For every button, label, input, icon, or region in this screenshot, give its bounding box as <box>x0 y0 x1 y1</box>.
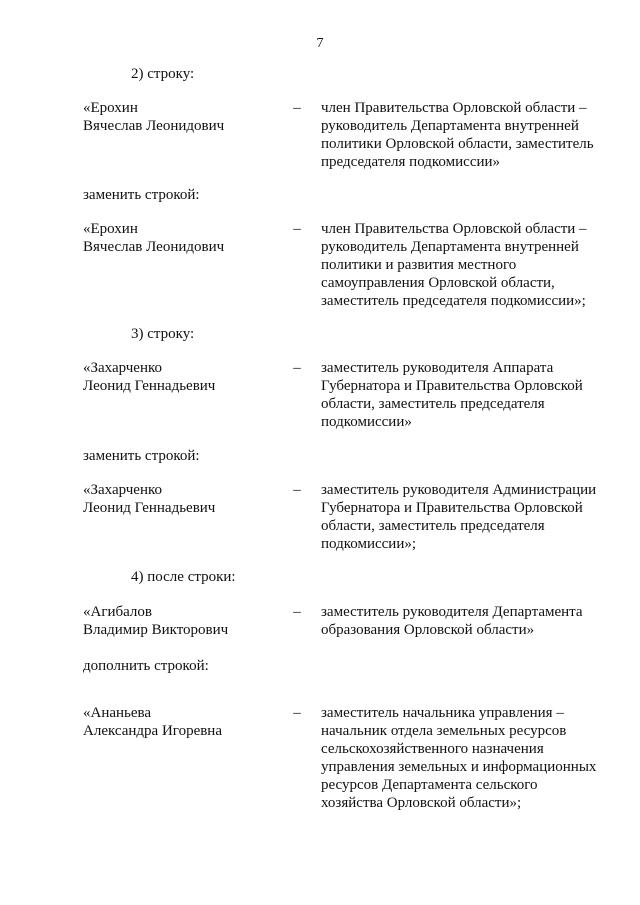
entry-5-name <box>83 603 293 639</box>
entry-5-desc-line: образования Орловской области» <box>321 622 535 638</box>
entry-5-dash: – <box>293 604 301 620</box>
entry-5-name-line: Владимир Викторович <box>83 622 229 638</box>
entry-6-desc-line: ресурсов Департамента сельского <box>321 777 538 793</box>
entry-1-name-line: Вячеслав Леонидович <box>83 118 225 134</box>
entry-6-name-line: «Ананьева <box>83 705 152 721</box>
entry-2-desc-line: заместитель председателя подкомиссии»; <box>321 293 586 309</box>
item-2-heading: 2) строку: <box>131 66 195 82</box>
entry-4-name-line: Леонид Геннадьевич <box>83 500 216 516</box>
entry-1-desc-line: член Правительства Орловской области – <box>321 100 587 116</box>
entry-3-desc-line: заместитель руководителя Аппарата <box>321 360 554 376</box>
entry-4-name-line: «Захарченко <box>83 482 163 498</box>
entry-1-desc-line: руководитель Департамента внутренней <box>321 118 579 134</box>
entry-1-name-line: «Ерохин <box>83 100 138 116</box>
entry-2-desc-line: политики и развития местного <box>321 257 517 273</box>
entry-1-description <box>321 99 611 171</box>
entry-3-name-line: Леонид Геннадьевич <box>83 378 216 394</box>
entry-5-desc-line: заместитель руководителя Департамента <box>321 604 583 620</box>
entry-2-name-line: Вячеслав Леонидович <box>83 239 225 255</box>
entry-5-description <box>321 603 611 639</box>
entry-6-name-line: Александра Игоревна <box>83 723 222 739</box>
entry-3-name-line: «Захарченко <box>83 360 163 376</box>
entry-6-desc-line: начальник отдела земельных ресурсов <box>321 723 567 739</box>
entry-3-desc-line: подкомиссии» <box>321 414 412 430</box>
entry-6-desc-line: хозяйства Орловской области»; <box>321 795 522 811</box>
entry-1-dash: – <box>293 100 301 116</box>
entry-3-desc-line: Губернатора и Правительства Орловской <box>321 378 583 394</box>
replace-connector-2: заменить строкой: <box>83 448 200 464</box>
entry-3-dash: – <box>293 360 301 376</box>
supplement-connector: дополнить строкой: <box>83 658 209 674</box>
entry-6-desc-line: заместитель начальника управления – <box>321 705 564 721</box>
entry-5-name-line: «Агибалов <box>83 604 153 620</box>
entry-6-desc-line: сельскохозяйственного назначения <box>321 741 544 757</box>
entry-6-dash: – <box>293 705 301 721</box>
page-number: 7 <box>316 36 324 51</box>
entry-4-desc-line: области, заместитель председателя <box>321 518 545 534</box>
entry-4-dash: – <box>293 482 301 498</box>
entry-2-description <box>321 220 611 310</box>
entry-3-desc-line: области, заместитель председателя <box>321 396 545 412</box>
entry-6-name <box>83 704 293 740</box>
entry-2-name-line: «Ерохин <box>83 221 138 237</box>
entry-1-desc-line: политики Орловской области, заместитель <box>321 136 594 152</box>
entry-4-desc-line: Губернатора и Правительства Орловской <box>321 500 583 516</box>
replace-connector-1: заменить строкой: <box>83 187 200 203</box>
entry-6-description <box>321 704 611 812</box>
entry-6-desc-line: управления земельных и информационных <box>321 759 597 775</box>
entry-4-name <box>83 481 293 517</box>
entry-2-desc-line: руководитель Департамента внутренней <box>321 239 579 255</box>
entry-2-desc-line: самоуправления Орловской области, <box>321 275 555 291</box>
entry-4-desc-line: заместитель руководителя Администрации <box>321 482 597 498</box>
entry-2-desc-line: член Правительства Орловской области – <box>321 221 587 237</box>
entry-2-name <box>83 220 293 256</box>
entry-3-description <box>321 359 611 431</box>
entry-3-name <box>83 359 293 395</box>
entry-4-description <box>321 481 611 553</box>
entry-2-dash: – <box>293 221 301 237</box>
entry-4-desc-line: подкомиссии»; <box>321 536 417 552</box>
item-4-heading: 4) после строки: <box>131 569 236 585</box>
entry-1-name <box>83 99 293 135</box>
entry-1-desc-line: председателя подкомиссии» <box>321 154 501 170</box>
item-3-heading: 3) строку: <box>131 326 195 342</box>
